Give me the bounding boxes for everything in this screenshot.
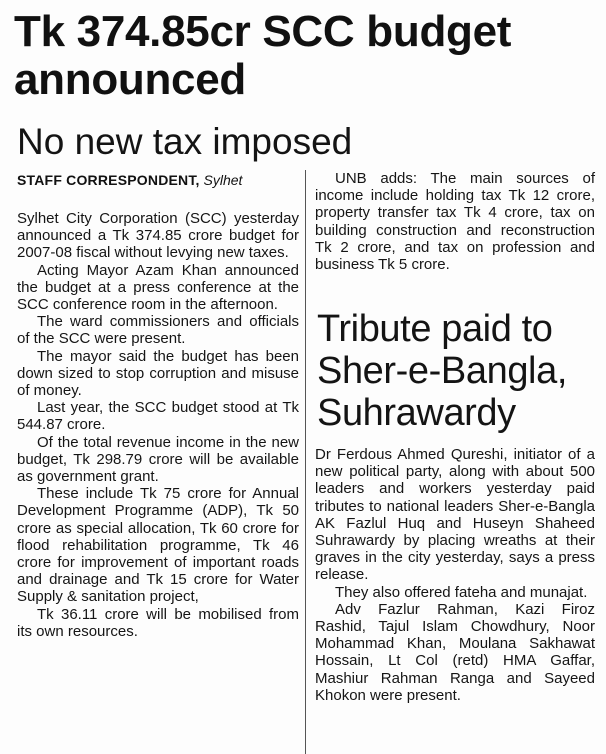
main-paragraph: Last year, the SCC budget stood at Tk 544.87 crore. <box>17 399 299 434</box>
second-paragraph: They also offered fateha and munajat. <box>335 583 588 601</box>
second-headline: Tribute paid to Sher-e-Bangla, Suhrawardy <box>317 308 567 434</box>
main-headline: Tk 374.85cr SCC budget announced <box>14 7 512 104</box>
main-paragraph: The ward commissioners and officials of the SCC were present. <box>17 313 299 348</box>
main-paragraph: Tk 36.11 crore will be mobilised from its own resources. <box>17 605 299 640</box>
continuation-paragraph: UNB adds: The main sources of income include holding tax Tk 12 crore, property transfer tax Tk 4 crore, tax on building construction and reconstruction Tk 2 crore, and tax on profession and business Tk 5 crore. <box>315 170 595 274</box>
byline-location: Sylhet <box>203 172 243 188</box>
main-paragraph: Sylhet City Corporation (SCC) yesterday announced a Tk 374.85 crore budget for 2007-08 fiscal without levying new taxes. <box>17 210 299 262</box>
main-paragraph: Acting Mayor Azam Khan announced the budget at a press conference at the SCC conference room in the afternoon. <box>17 261 299 314</box>
byline-role: STAFF CORRESPONDENT, <box>17 172 200 188</box>
main-paragraph: These include Tk 75 crore for Annual Development Programme (ADP), Tk 50 crore as special allocation, Tk 60 crore for flood rehabilitation programme, Tk 46 crore for improvement of important roads and drainage and Tk 15 crore for Water Supply & sanitation project, <box>17 485 299 606</box>
main-paragraph: Of the total revenue income in the new budget, Tk 298.79 crore will be available as government grant. <box>17 433 299 486</box>
column-divider <box>305 170 306 754</box>
main-subhead: No new tax imposed <box>17 121 353 162</box>
second-paragraph: Dr Ferdous Ahmed Qureshi, initiator of a new political party, along with about 500 leaders and workers yesterday paid tributes to national leaders Sher-e-Bangla AK Fazlul Huq and Huseyn Shaheed Suhrawardy by placing wreaths at their graves in the city yesterday, says a press release. <box>315 446 595 584</box>
second-paragraph: Adv Fazlur Rahman, Kazi Firoz Rashid, Tajul Islam Chowdhury, Noor Mohammad Khan, Moulana Sakhawat Hossain, Lt Col (retd) HMA Gaffar, Mashiur Rahman Ranga and Sayeed Khokon were present. <box>315 600 595 704</box>
byline <box>17 171 299 189</box>
main-story-body <box>17 210 299 640</box>
main-story-continuation <box>315 170 595 273</box>
main-paragraph: The mayor said the budget has been down sized to stop corruption and misuse of money. <box>17 347 299 400</box>
second-story-body <box>315 446 595 704</box>
